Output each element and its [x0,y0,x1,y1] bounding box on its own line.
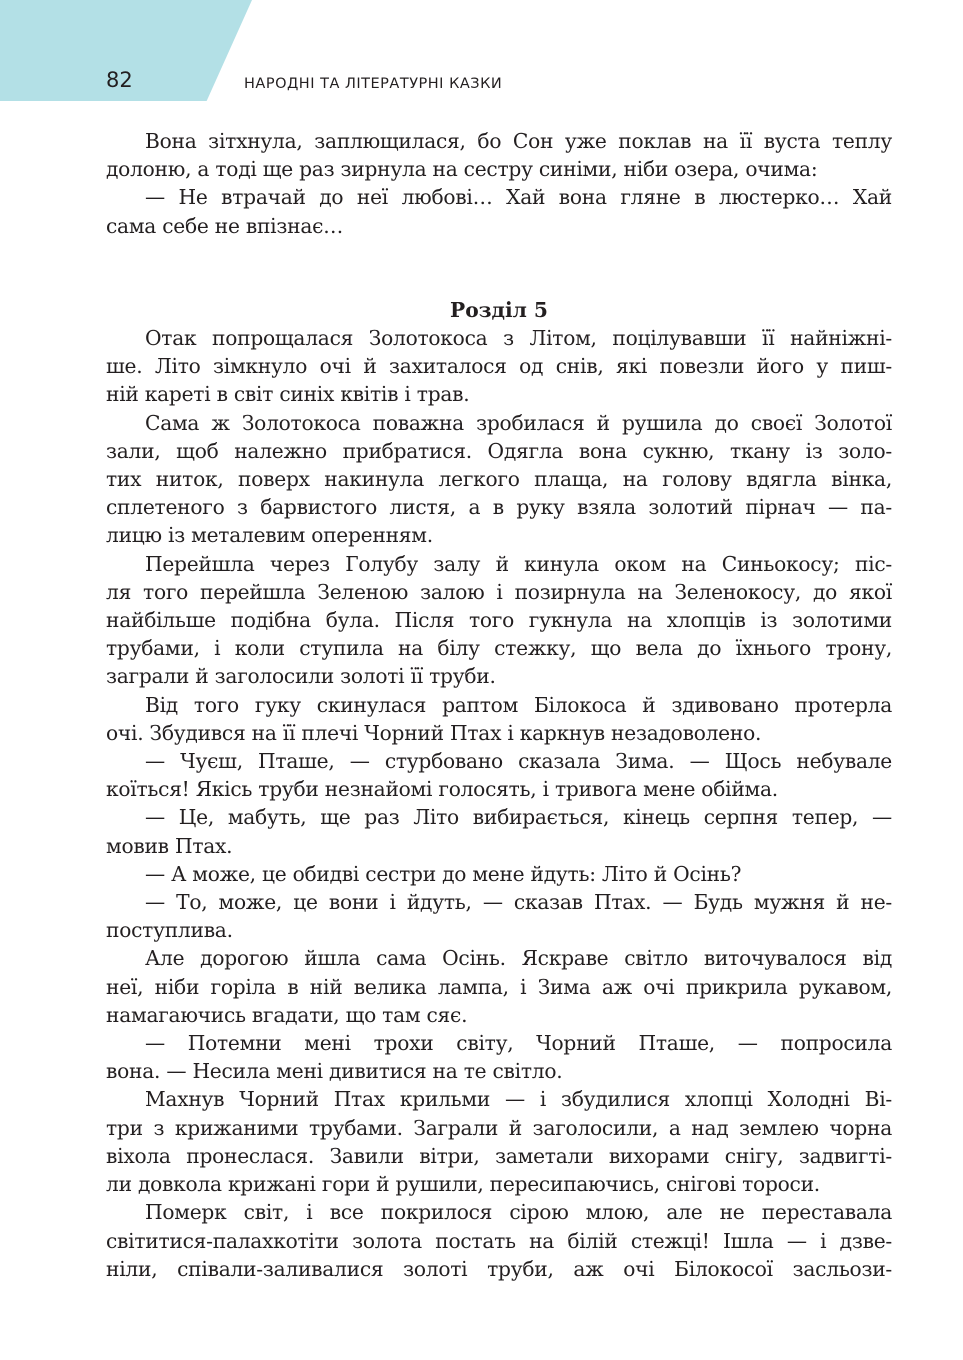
text-line: вона. — Несила мені дивитися на те світло. [106,1059,563,1084]
text-line: — Чуєш, Пташе, — стурбовано сказала Зима. — Щось небувале [145,749,892,774]
text-line: мовив Птах. [106,833,233,858]
chapter-body [106,324,892,1283]
text-line: поступлива. [106,918,233,943]
text-line: — Потемни мені трохи світу, Чорний Пташе, — попросила [145,1031,892,1056]
text-line: коїться! Якісь труби незнайомі голосять, і тривога мене обійма. [106,777,778,802]
text-line: зали, щоб належно прибратися. Одягла вона сукню, ткану із золо- [106,438,892,463]
page-number: 82 [106,68,133,92]
text-line: світитися-палахкотіти золота постать на білій стежці! Ішла — і дзве- [106,1228,892,1253]
text-line: ля того перейшла Зеленою залою і позирнула на Зеленокосу, до якої [106,579,892,604]
intro-text [106,127,892,240]
text-line: три з крижаними трубами. Заграли й заголосили, а над землею чорна [106,1115,892,1140]
text-line: лицю із металевим оперенням. [106,523,433,548]
text-line: трубами, і коли ступила на білу стежку, що вела до їхнього трону, [106,636,892,661]
text-line: — А може, це обидві сестри до мене йдуть: Літо й Осінь? [145,861,742,886]
text-line: Сама ж Золотокоса поважна зробилася й рушила до своєї Золотої [145,410,892,435]
running-head: НАРОДНІ ТА ЛІТЕРАТУРНІ КАЗКИ [244,76,503,92]
text-line: заграли й заголосили золоті її труби. [106,664,496,689]
text-line: Померк світ, і все покрилося сірою млою, але не переставала [145,1200,892,1225]
text-line: неї, ніби горіла в ній велика лампа, і Зима аж очі прикрила рукавом, [106,974,892,999]
text-line: Від того гуку скинулася раптом Білокоса й здивовано протерла [145,692,892,717]
text-line: Перейшла через Голубу залу й кинула оком на Синьокосу; піс- [145,551,892,576]
text-line: ній кареті в світ синіх квітів і трав. [106,382,470,407]
text-line: тих ниток, поверх накинула легкого плаща, на голову вдягла вінка, [106,467,892,492]
text-line: очі. Збудився на її плечі Чорний Птах і каркнув незадоволено. [106,720,762,745]
text-line: сама себе не впізнає… [106,213,344,238]
text-line: ше. Літо зімкнуло очі й захиталося од снів, які повезли його у пиш- [106,354,892,379]
text-line: Махнув Чорний Птах крильми — і збудилися хлопці Холодні Ві- [145,1087,892,1112]
text-line: — Це, мабуть, ще раз Літо вибирається, кінець серпня тепер, — [145,805,892,830]
text-line: Але дорогою йшла сама Осінь. Яскраве світло виточувалося від [145,946,892,971]
text-line: віхола пронеслася. Завили вітри, заметали вихорами снігу, задвигті- [106,1143,892,1168]
text-line: — Не втрачай до неї любові… Хай вона гляне в люстерко… Хай [145,185,892,210]
text-line: Отак попрощалася Золотокоса з Літом, поцілувавши її найніжні- [145,326,892,350]
text-line: найбільше подібна була. Після того гукнула на хлопців із золотими [106,608,892,633]
text-line: Вона зітхнула, заплющилася, бо Сон уже поклав на її вуста теплу [145,129,892,153]
text-line: сплетеного з барвистого листя, а в руку взяла золотий пірнач — па- [106,495,892,520]
text-line: намагаючись вгадати, що там сяє. [106,1002,468,1027]
text-line: долоню, а тоді ще раз зирнула на сестру синіми, ніби озера, очима: [106,157,818,182]
chapter-title: Розділ 5 [450,298,548,322]
text-line: — То, може, це вони і йдуть, — сказав Птах. — Будь мужня й не- [145,890,892,915]
text-line: ли довкола крижані гори й рушили, пересипаючись, снігові тороси. [106,1172,820,1197]
text-line: ніли, співали-заливалися золоті труби, аж очі Білокосої засльози- [106,1256,892,1281]
